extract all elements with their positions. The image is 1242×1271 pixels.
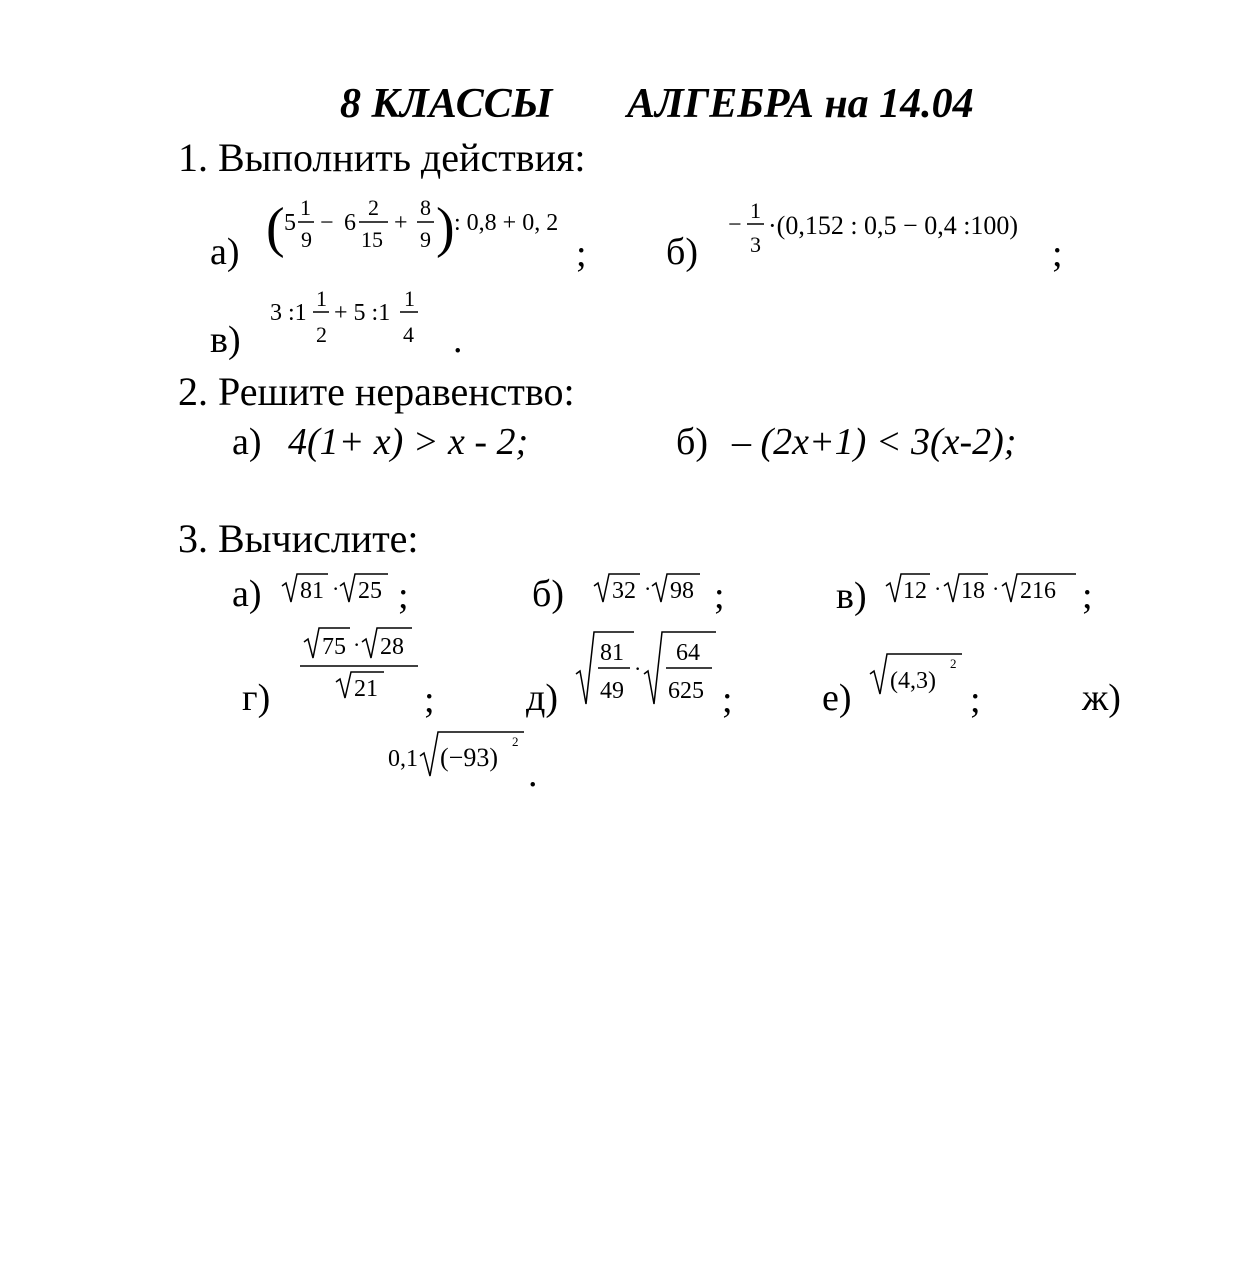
t3v-r1: 12: [903, 578, 927, 604]
t3zh-coef: 0,1: [388, 746, 418, 772]
t3zh-inner: (−93): [440, 743, 498, 772]
t3b-dot: ·: [644, 576, 652, 601]
task3-heading: 3. Вычислите:: [178, 516, 419, 561]
task3-g-label: г): [242, 677, 271, 719]
task3-b-label: б): [532, 573, 564, 615]
task1-heading: 1. Выполнить действия:: [178, 135, 586, 180]
t1a-open-paren: (: [266, 197, 285, 259]
task2-b-inequality: – (2x+1) < 3(x-2);: [732, 421, 1017, 463]
t1a-plus: +: [394, 210, 408, 236]
task1-a-expression: [262, 188, 582, 268]
t3g-r1: 75: [322, 634, 346, 660]
t1b-d: 3: [750, 232, 761, 257]
task3-zh-expression: [384, 726, 530, 782]
t3a-r2: 25: [358, 578, 382, 604]
title-subject: АЛГЕБРА на 14.04: [627, 81, 974, 127]
t1v-n2: 1: [404, 286, 415, 311]
task3-b-separator: ;: [714, 575, 725, 617]
task1-a-separator: ;: [576, 233, 587, 275]
t3d-d2: 625: [668, 678, 704, 704]
t1a-d3: 9: [420, 227, 431, 252]
task1-v-expression: [266, 282, 436, 352]
t3v-r2: 18: [961, 578, 985, 604]
t1a-tail: : 0,8 + 0, 2: [454, 210, 559, 236]
t1v-n1: 1: [316, 286, 327, 311]
task1-b-expression: [726, 190, 1056, 266]
task2-heading: 2. Решите неравенство:: [178, 369, 575, 414]
t1a-minus: −: [320, 210, 334, 236]
t1a-w2: 6: [344, 210, 356, 236]
t3v-dot2: ·: [992, 576, 1000, 601]
task3-a-label: а): [232, 573, 262, 615]
t3a-r1: 81: [300, 578, 324, 604]
task3-zh-label: ж): [1082, 677, 1121, 719]
t1a-n3: 8: [420, 195, 431, 220]
t3zh-exp: 2: [512, 734, 519, 749]
t1v-d2: 4: [403, 322, 414, 347]
t1a-d1: 9: [301, 227, 312, 252]
task1-v-label: в): [210, 319, 241, 361]
t3g-r2: 28: [380, 634, 404, 660]
t1b-n: 1: [750, 198, 761, 223]
t3e-inner: (4,3): [890, 668, 936, 694]
task3-v-label: в): [836, 575, 867, 617]
t3v-dot1: ·: [934, 576, 942, 601]
t3v-r3: 216: [1020, 578, 1056, 604]
task1-b-separator: ;: [1052, 233, 1063, 275]
t3d-dot: ·: [634, 656, 642, 681]
t1a-w1: 5: [284, 210, 296, 236]
t1b-body: ·(0,152 : 0,5 − 0,4 :100): [768, 211, 1019, 240]
t1a-n1: 1: [300, 195, 311, 220]
task2-a-inequality: 4(1+ x) > x - 2;: [288, 421, 529, 463]
t3g-den: 21: [354, 676, 378, 702]
task3-a-separator: ;: [398, 575, 409, 617]
task3-d-separator: ;: [722, 679, 733, 721]
t1a-close-paren: ): [436, 197, 455, 259]
task3-g-expression: [296, 622, 426, 706]
t3b-r1: 32: [612, 578, 636, 604]
t1a-n2: 2: [368, 195, 379, 220]
t3a-dot: ·: [332, 576, 340, 601]
t3b-r2: 98: [670, 578, 694, 604]
task1-v-separator: .: [453, 319, 463, 361]
t3d-d1: 49: [600, 678, 624, 704]
t3d-n2: 64: [676, 640, 700, 666]
task2-a-label: а): [232, 421, 262, 463]
task3-a-expression: [280, 566, 400, 610]
t3e-exp: 2: [950, 656, 957, 671]
t1a-d2: 15: [361, 227, 383, 252]
t1b-minus: −: [728, 212, 742, 238]
title-classes: 8 КЛАССЫ: [340, 81, 553, 127]
t1v-p2: + 5 :1: [334, 300, 391, 326]
task3-v-separator: ;: [1082, 575, 1093, 617]
task3-d-label: д): [526, 677, 558, 719]
task1-a-label: а): [210, 231, 240, 273]
t3g-dot: ·: [353, 632, 361, 657]
task3-b-expression: [592, 566, 712, 610]
t1v-p1: 3 :1: [270, 300, 307, 326]
task1-b-label: б): [666, 231, 698, 273]
task3-e-label: е): [822, 677, 852, 719]
task3-v-expression: [884, 566, 1084, 610]
task2-b-label: б): [676, 421, 708, 463]
task3-zh-separator: .: [528, 753, 538, 795]
task3-g-separator: ;: [424, 679, 435, 721]
task3-d-expression: [574, 626, 720, 710]
task3-e-expression: [868, 648, 968, 700]
task3-e-separator: ;: [970, 679, 981, 721]
t3d-n1: 81: [600, 640, 624, 666]
t1v-d1: 2: [316, 322, 327, 347]
